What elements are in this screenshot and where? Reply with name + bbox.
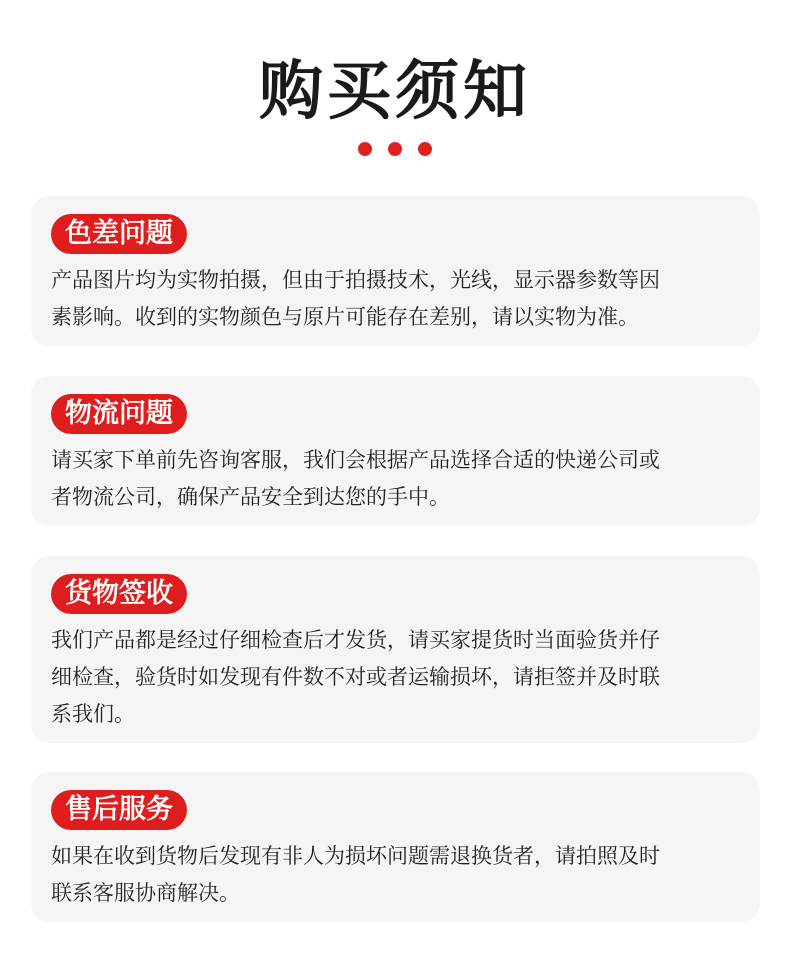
text-line: 产品图片均为实物拍摄，但由于拍摄技术，光线，显示器参数等因 — [51, 268, 660, 292]
section-receipt — [31, 556, 760, 743]
section-badge: 货物签收 — [51, 574, 187, 614]
dot-icon — [418, 142, 432, 156]
section-badge: 色差问题 — [51, 214, 187, 254]
section-text — [51, 262, 740, 336]
dot-icon — [358, 142, 372, 156]
text-line: 素影响。收到的实物颜色与原片可能存在差别，请以实物为准。 — [51, 305, 639, 329]
text-line: 系我们。 — [51, 702, 135, 726]
text-line: 细检查，验货时如发现有件数不对或者运输损坏，请拒签并及时联 — [51, 665, 660, 689]
title-dots — [0, 142, 790, 156]
section-badge: 物流问题 — [51, 394, 187, 434]
section-text — [51, 622, 740, 733]
section-text — [51, 442, 740, 516]
section-text — [51, 838, 740, 912]
text-line: 如果在收到货物后发现有非人为损坏问题需退换货者，请拍照及时 — [51, 844, 660, 868]
section-badge: 售后服务 — [51, 790, 187, 830]
text-line: 者物流公司，确保产品安全到达您的手中。 — [51, 485, 450, 509]
section-after-sales — [31, 772, 760, 922]
page-title: 购买须知 — [259, 55, 531, 129]
text-line: 请买家下单前先咨询客服，我们会根据产品选择合适的快递公司或 — [51, 448, 660, 472]
section-logistics — [31, 376, 760, 526]
dot-icon — [388, 142, 402, 156]
text-line: 我们产品都是经过仔细检查后才发货，请买家提货时当面验货并仔 — [51, 628, 660, 652]
section-color-difference — [31, 196, 760, 346]
text-line: 联系客服协商解决。 — [51, 881, 240, 905]
